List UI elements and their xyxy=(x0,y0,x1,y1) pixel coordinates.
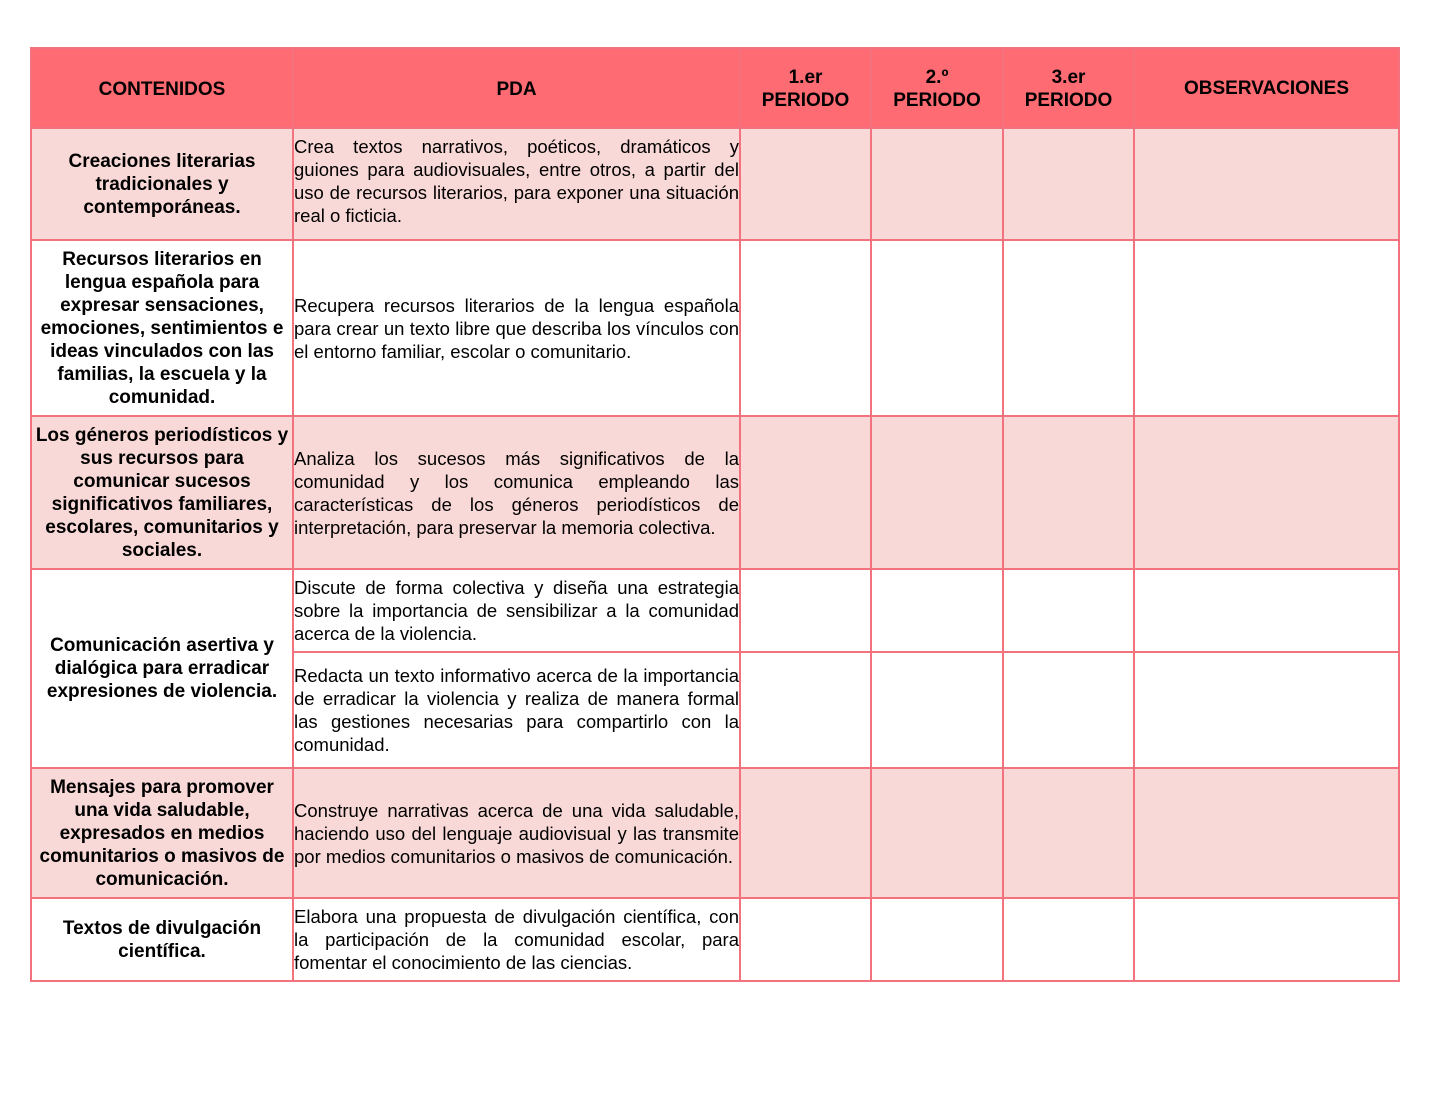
pda-cell: Construye narrativas acerca de una vida saludable, haciendo uso del lenguaje audiovisual y las transmite por medios comunitarios o masivos de comunicación. xyxy=(293,768,740,898)
period-2-cell[interactable] xyxy=(871,128,1003,240)
header-period-2-ordinal: 2.º xyxy=(925,67,949,88)
header-pda: PDA xyxy=(293,48,740,128)
period-2-cell[interactable] xyxy=(871,652,1003,768)
header-period-1 xyxy=(740,48,871,128)
table-row xyxy=(31,768,1399,898)
header-period-3-ordinal: 3.er xyxy=(1051,67,1086,88)
period-1-cell[interactable] xyxy=(740,240,871,416)
header-row xyxy=(31,48,1399,128)
contenido-cell: Creaciones literarias tradicionales y contemporáneas. xyxy=(31,128,293,240)
period-2-cell[interactable] xyxy=(871,569,1003,652)
header-period-1-ordinal: 1.er xyxy=(788,67,823,88)
period-3-cell[interactable] xyxy=(1003,416,1134,569)
observaciones-cell[interactable] xyxy=(1134,898,1399,981)
header-period-2-label: PERIODO xyxy=(893,90,981,111)
pda-cell: Recupera recursos literarios de la lengua española para crear un texto libre que describa los vínculos con el entorno familiar, escolar o comunitario. xyxy=(293,240,740,416)
period-1-cell[interactable] xyxy=(740,569,871,652)
period-3-cell[interactable] xyxy=(1003,569,1134,652)
table-row xyxy=(31,898,1399,981)
header-observaciones: OBSERVACIONES xyxy=(1134,48,1399,128)
period-1-cell[interactable] xyxy=(740,898,871,981)
period-3-cell[interactable] xyxy=(1003,240,1134,416)
period-3-cell[interactable] xyxy=(1003,652,1134,768)
period-1-cell[interactable] xyxy=(740,416,871,569)
period-3-cell[interactable] xyxy=(1003,128,1134,240)
header-period-2 xyxy=(871,48,1003,128)
table-row xyxy=(31,416,1399,569)
period-2-cell[interactable] xyxy=(871,240,1003,416)
observaciones-cell[interactable] xyxy=(1134,128,1399,240)
period-2-cell[interactable] xyxy=(871,898,1003,981)
table-row xyxy=(31,128,1399,240)
header-period-3-label: PERIODO xyxy=(1024,90,1113,111)
period-1-cell[interactable] xyxy=(740,652,871,768)
pda-cell: Crea textos narrativos, poéticos, dramáticos y guiones para audiovisuales, entre otros, a partir del uso de recursos literarios, para exponer una situación real o ficticia. xyxy=(293,128,740,240)
contenido-cell: Comunicación asertiva y dialógica para erradicar expresiones de violencia. xyxy=(31,569,293,768)
period-1-cell[interactable] xyxy=(740,128,871,240)
pda-cell: Discute de forma colectiva y diseña una estrategia sobre la importancia de sensibilizar a la comunidad acerca de la violencia. xyxy=(293,569,740,652)
observaciones-cell[interactable] xyxy=(1134,768,1399,898)
period-2-cell[interactable] xyxy=(871,416,1003,569)
header-period-1-label: PERIODO xyxy=(761,90,850,111)
contenido-cell: Mensajes para promover una vida saludable, expresados en medios comunitarios o masivos de comunicación. xyxy=(31,768,293,898)
observaciones-cell[interactable] xyxy=(1134,416,1399,569)
header-period-3 xyxy=(1003,48,1134,128)
observaciones-cell[interactable] xyxy=(1134,240,1399,416)
table-row xyxy=(31,569,1399,652)
evaluation-table xyxy=(30,47,1400,982)
period-3-cell[interactable] xyxy=(1003,768,1134,898)
period-3-cell[interactable] xyxy=(1003,898,1134,981)
observaciones-cell[interactable] xyxy=(1134,569,1399,652)
contenido-cell: Textos de divulgación científica. xyxy=(31,898,293,981)
contenido-cell: Los géneros periodísticos y sus recursos para comunicar sucesos significativos familiares, escolares, comunitarios y sociales. xyxy=(31,416,293,569)
period-1-cell[interactable] xyxy=(740,768,871,898)
period-2-cell[interactable] xyxy=(871,768,1003,898)
contenido-cell: Recursos literarios en lengua española para expresar sensaciones, emociones, sentimientos e ideas vinculados con las familias, la escuela y la comunidad. xyxy=(31,240,293,416)
pda-cell: Analiza los sucesos más significativos de la comunidad y los comunica empleando las características de los géneros periodísticos de interpretación, para preservar la memoria colectiva. xyxy=(293,416,740,569)
table-row xyxy=(31,240,1399,416)
pda-cell: Elabora una propuesta de divulgación científica, con la participación de la comunidad escolar, para fomentar el conocimiento de las ciencias. xyxy=(293,898,740,981)
header-contenidos: CONTENIDOS xyxy=(31,48,293,128)
observaciones-cell[interactable] xyxy=(1134,652,1399,768)
pda-cell: Redacta un texto informativo acerca de la importancia de erradicar la violencia y realiza de manera formal las gestiones necesarias para compartirlo con la comunidad. xyxy=(293,652,740,768)
